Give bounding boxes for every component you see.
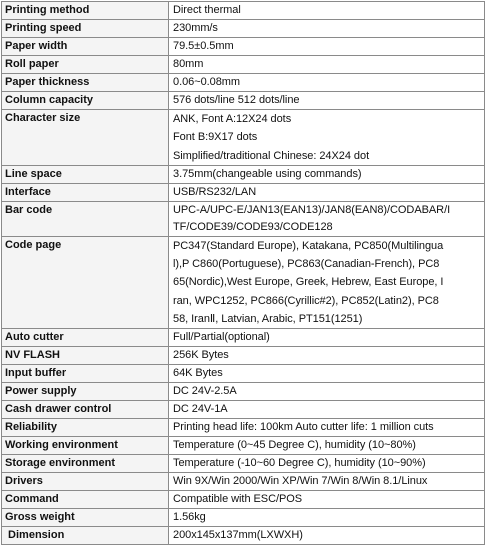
spec-row xyxy=(2,383,485,401)
spec-value-line: Temperature (-10~60 Degree C), humidity (10~90%) xyxy=(173,457,426,470)
spec-row xyxy=(2,473,485,491)
spec-value-line: Temperature (0~45 Degree C), humidity (10~80%) xyxy=(173,439,416,452)
spec-value-line: Simplified/traditional Chinese: 24X24 dot xyxy=(173,149,370,162)
spec-value-line: DC 24V-2.5A xyxy=(173,385,237,398)
spec-row xyxy=(2,491,485,509)
spec-value-line: DC 24V-1A xyxy=(173,403,228,416)
spec-row xyxy=(2,329,485,347)
spec-value xyxy=(169,165,485,183)
spec-row xyxy=(2,56,485,74)
spec-value-line: 3.75mm(changeable using commands) xyxy=(173,167,362,180)
spec-value-line: TF/CODE39/CODE93/CODE128 xyxy=(173,220,333,233)
spec-value-line: Printing head life: 100km Auto cutter life: 1 million cuts xyxy=(173,421,434,434)
spec-table-body xyxy=(2,2,485,545)
spec-row xyxy=(2,437,485,455)
spec-row xyxy=(2,236,485,328)
spec-value xyxy=(169,491,485,509)
spec-row xyxy=(2,201,485,236)
spec-value xyxy=(169,347,485,365)
spec-value-line: ran, WPC1252, PC866(Cyrillic#2), PC852(Latin2), PC8 xyxy=(173,294,439,307)
spec-value-line: 64K Bytes xyxy=(173,367,223,380)
spec-label: Command xyxy=(2,491,169,509)
spec-value-line: 80mm xyxy=(173,58,204,70)
spec-row xyxy=(2,509,485,527)
spec-value-line: Direct thermal xyxy=(173,4,241,16)
spec-label: Drivers xyxy=(2,473,169,491)
spec-row xyxy=(2,20,485,38)
spec-label: Reliability xyxy=(2,419,169,437)
spec-label: Cash drawer control xyxy=(2,401,169,419)
spec-row xyxy=(2,110,485,166)
spec-value-line: ANK, Font A:12X24 dots xyxy=(173,113,292,125)
spec-value-line: 230mm/s xyxy=(173,22,218,34)
spec-label: Column capacity xyxy=(2,92,169,110)
spec-value-line: l),P C860(Portuguese), PC863(Canadian-French), PC8 xyxy=(173,258,440,271)
spec-row xyxy=(2,455,485,473)
spec-row xyxy=(2,347,485,365)
spec-label: Working environment xyxy=(2,437,169,455)
spec-label: Interface xyxy=(2,183,169,201)
spec-value xyxy=(169,437,485,455)
spec-value-line: 79.5±0.5mm xyxy=(173,40,234,52)
spec-value-line: UPC-A/UPC-E/JAN13(EAN13)/JAN8(EAN8)/CODABAR/I xyxy=(173,203,451,216)
spec-label: Gross weight xyxy=(2,509,169,527)
spec-value-line: USB/RS232/LAN xyxy=(173,185,257,198)
spec-label: Auto cutter xyxy=(2,329,169,347)
spec-value xyxy=(169,183,485,201)
spec-value xyxy=(169,527,485,545)
spec-value xyxy=(169,201,485,236)
spec-value xyxy=(169,92,485,110)
spec-label: Paper width xyxy=(2,38,169,56)
spec-value-line: Full/Partial(optional) xyxy=(173,331,270,344)
spec-label: Character size xyxy=(2,110,169,166)
spec-value xyxy=(169,20,485,38)
spec-value xyxy=(169,509,485,527)
spec-value-line: 0.06~0.08mm xyxy=(173,76,241,88)
spec-label: Storage environment xyxy=(2,455,169,473)
spec-value-line: Compatible with ESC/POS xyxy=(173,493,303,506)
spec-value xyxy=(169,473,485,491)
spec-value xyxy=(169,455,485,473)
spec-row xyxy=(2,92,485,110)
spec-value-line: 58, IranⅡ, Latvian, Arabic, PT151(1251) xyxy=(173,313,363,326)
spec-value xyxy=(169,365,485,383)
spec-value xyxy=(169,110,485,166)
spec-value-line: 256K Bytes xyxy=(173,349,229,362)
spec-value xyxy=(169,56,485,74)
spec-value xyxy=(169,236,485,328)
spec-table xyxy=(1,1,485,545)
spec-value xyxy=(169,74,485,92)
spec-row xyxy=(2,74,485,92)
spec-value xyxy=(169,38,485,56)
spec-label: Code page xyxy=(2,236,169,328)
spec-label: Roll paper xyxy=(2,56,169,74)
spec-value-line: 1.56kg xyxy=(173,511,206,524)
spec-row xyxy=(2,38,485,56)
spec-value xyxy=(169,419,485,437)
spec-label: Printing speed xyxy=(2,20,169,38)
spec-value xyxy=(169,2,485,20)
spec-label: Dimension xyxy=(2,527,169,545)
spec-label: Power supply xyxy=(2,383,169,401)
spec-row xyxy=(2,527,485,545)
spec-value-line: Win 9X/Win 2000/Win XP/Win 7/Win 8/Win 8.1/Linux xyxy=(173,475,428,488)
spec-row xyxy=(2,2,485,20)
spec-value-line: 65(Nordic),West Europe, Greek, Hebrew, East Europe, I xyxy=(173,276,444,289)
spec-row xyxy=(2,365,485,383)
spec-value-line: Font B:9X17 dots xyxy=(173,131,258,144)
spec-value xyxy=(169,401,485,419)
spec-label: Input buffer xyxy=(2,365,169,383)
spec-row xyxy=(2,419,485,437)
spec-value-line: 576 dots/line 512 dots/line xyxy=(173,94,300,106)
spec-label: Paper thickness xyxy=(2,74,169,92)
spec-label: Line space xyxy=(2,165,169,183)
spec-value xyxy=(169,329,485,347)
spec-row xyxy=(2,183,485,201)
spec-label: Bar code xyxy=(2,201,169,236)
spec-row xyxy=(2,165,485,183)
spec-row xyxy=(2,401,485,419)
spec-value xyxy=(169,383,485,401)
spec-label: NV FLASH xyxy=(2,347,169,365)
spec-label: Printing method xyxy=(2,2,169,20)
spec-value-line: PC347(Standard Europe), Katakana, PC850(Multilingua xyxy=(173,239,444,252)
spec-value-line: 200x145x137mm(LXWXH) xyxy=(173,529,303,542)
